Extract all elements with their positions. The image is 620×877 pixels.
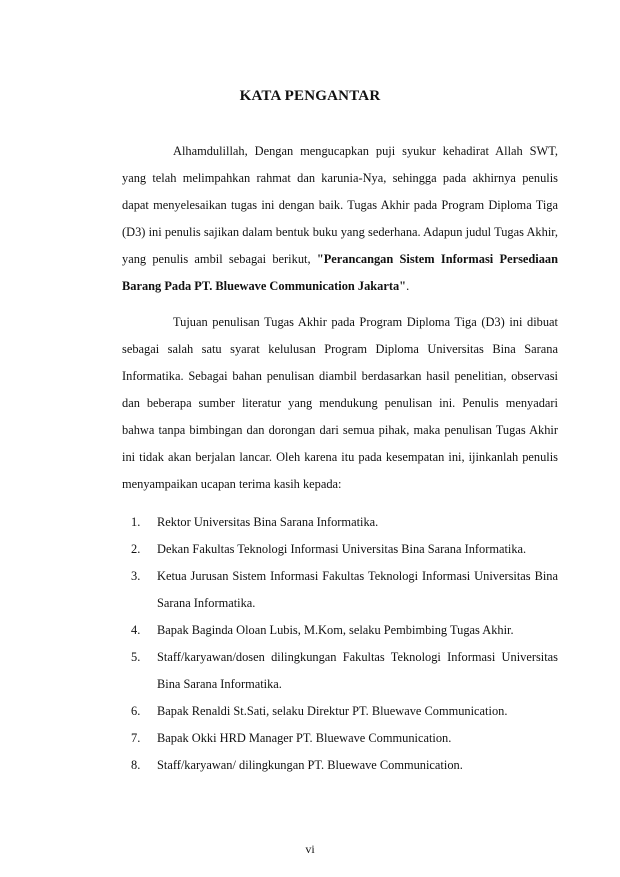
list-item [122, 752, 558, 779]
list-item-text: Ketua Jurusan Sistem Informasi Fakultas Teknologi Informasi Universitas Bina Sarana Informatika. [157, 569, 558, 610]
page-title: KATA PENGANTAR [239, 88, 381, 104]
paragraph-purpose: Tujuan penulisan Tugas Akhir pada Program Diploma Tiga (D3) ini dibuat sebagai salah satu syarat kelulusan Program Diploma Universitas Bina Sarana Informatika. Sebagai bahan penulisan diambil berdasarkan hasil penelitian, observasi dan beberapa sumber literatur yang mendukung penulisan ini. Penulis menyadari bahwa tanpa bimbingan dan dorongan dari semua pihak, maka penulisan Tugas Akhir ini tidak akan berjalan lancar. Oleh karena itu pada kesempatan ini, ijinkanlah penulis menyampaikan ucapan terima kasih kepada: [122, 315, 558, 491]
list-item-text: Bapak Renaldi St.Sati, selaku Direktur PT. Bluewave Communication. [157, 704, 508, 718]
acknowledgement-list [122, 509, 558, 779]
list-item-text: Dekan Fakultas Teknologi Informasi Universitas Bina Sarana Informatika. [157, 542, 527, 556]
paragraph-intro [122, 138, 558, 300]
thesis-title: "Perancangan Sistem Informasi Persediaan Barang Pada PT. Bluewave Communication Jakarta" [122, 252, 558, 293]
list-item-text: Rektor Universitas Bina Sarana Informatika. [157, 515, 379, 529]
list-item-number: 5. [131, 650, 141, 664]
list-item [122, 617, 558, 644]
list-item-text: Staff/karyawan/dosen dilingkungan Fakultas Teknologi Informasi Universitas Bina Sarana Informatika. [157, 650, 558, 691]
list-item [122, 698, 558, 725]
list-item [122, 563, 558, 617]
list-item-number: 8. [131, 758, 141, 772]
list-item-number: 1. [131, 515, 141, 529]
page-number: vi [305, 842, 315, 856]
list-item-number: 7. [131, 731, 141, 745]
list-item [122, 509, 558, 536]
list-item-number: 6. [131, 704, 141, 718]
list-item-number: 4. [131, 623, 141, 637]
list-item [122, 644, 558, 698]
list-item [122, 536, 558, 563]
list-item-text: Bapak Okki HRD Manager PT. Bluewave Communication. [157, 731, 452, 745]
list-item [122, 725, 558, 752]
paragraph-intro-end: . [406, 279, 410, 293]
list-item-text: Staff/karyawan/ dilingkungan PT. Bluewave Communication. [157, 758, 463, 772]
paragraph-intro-text: Alhamdulillah, Dengan mengucapkan puji syukur kehadirat Allah SWT, yang telah melimpahkan rahmat dan karunia-Nya, sehingga pada akhirnya penulis dapat menyelesaikan tugas ini dengan baik. Tugas Akhir pada Program Diploma Tiga (D3) ini penulis sajikan dalam bentuk buku yang sederhana. Adapun judul Tugas Akhir, yang penulis ambil sebagai berikut, [122, 144, 558, 266]
list-item-number: 3. [131, 569, 141, 583]
list-item-number: 2. [131, 542, 141, 556]
list-item-text: Bapak Baginda Oloan Lubis, M.Kom, selaku Pembimbing Tugas Akhir. [157, 623, 514, 637]
